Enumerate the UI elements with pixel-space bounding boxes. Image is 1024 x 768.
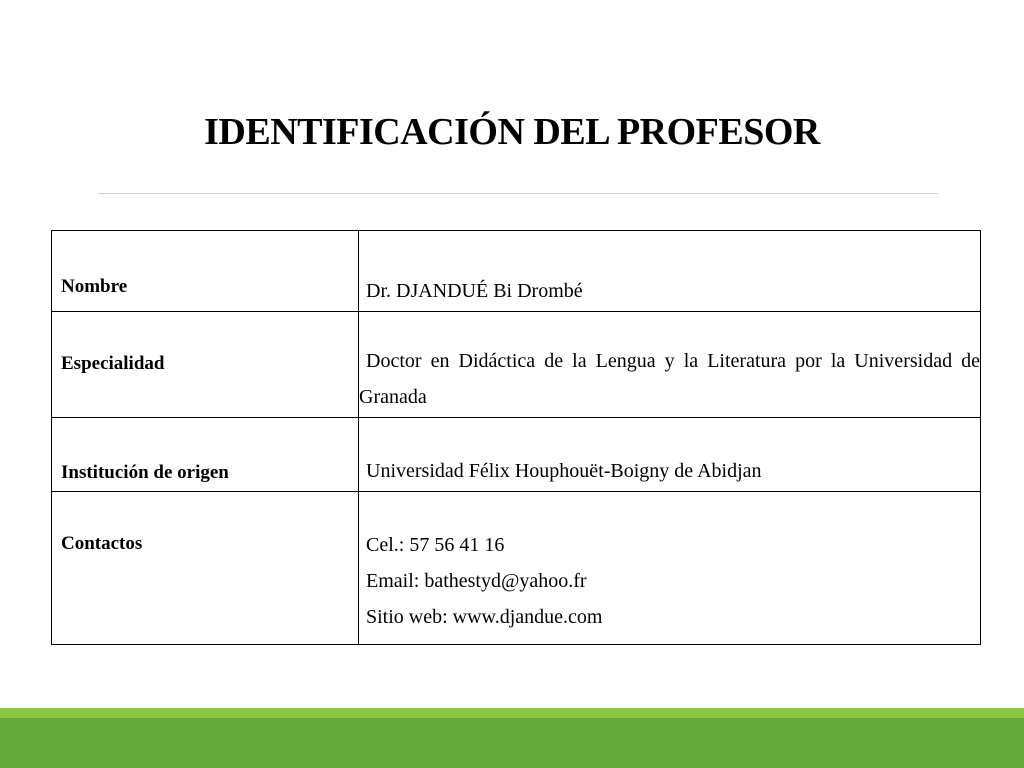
slide-title: IDENTIFICACIÓN DEL PROFESOR bbox=[204, 111, 820, 153]
row-label-contactos: Contactos bbox=[61, 533, 143, 554]
footer-band-dark bbox=[0, 718, 1024, 768]
label-cell bbox=[52, 492, 359, 645]
label-cell bbox=[52, 312, 359, 418]
contact-website: Sitio web: www.djandue.com bbox=[366, 606, 603, 628]
value-cell bbox=[359, 312, 981, 418]
title-divider bbox=[98, 193, 938, 194]
table-row-nombre bbox=[52, 231, 981, 312]
footer-band-light bbox=[0, 708, 1024, 718]
label-cell bbox=[52, 418, 359, 492]
table-row-contactos bbox=[52, 492, 981, 645]
row-label-nombre: Nombre bbox=[61, 276, 128, 297]
row-label-institucion: Institución de origen bbox=[61, 462, 229, 483]
row-value-nombre: Dr. DJANDUÉ Bi Drombé bbox=[366, 280, 583, 302]
professor-info-table bbox=[51, 230, 981, 645]
value-cell bbox=[359, 492, 981, 645]
row-value-especialidad: Doctor en Didáctica de la Lengua y la Literatura por la Universidad de Granada bbox=[359, 350, 980, 408]
row-label-especialidad: Especialidad bbox=[61, 353, 165, 374]
label-cell bbox=[52, 231, 359, 312]
value-cell bbox=[359, 231, 981, 312]
value-cell bbox=[359, 418, 981, 492]
table-row-especialidad bbox=[52, 312, 981, 418]
row-value-institucion: Universidad Félix Houphouët-Boigny de Abidjan bbox=[366, 460, 762, 482]
contact-phone: Cel.: 57 56 41 16 bbox=[366, 534, 505, 556]
contact-email: Email: bathestyd@yahoo.fr bbox=[366, 570, 587, 592]
table-row-institucion bbox=[52, 418, 981, 492]
